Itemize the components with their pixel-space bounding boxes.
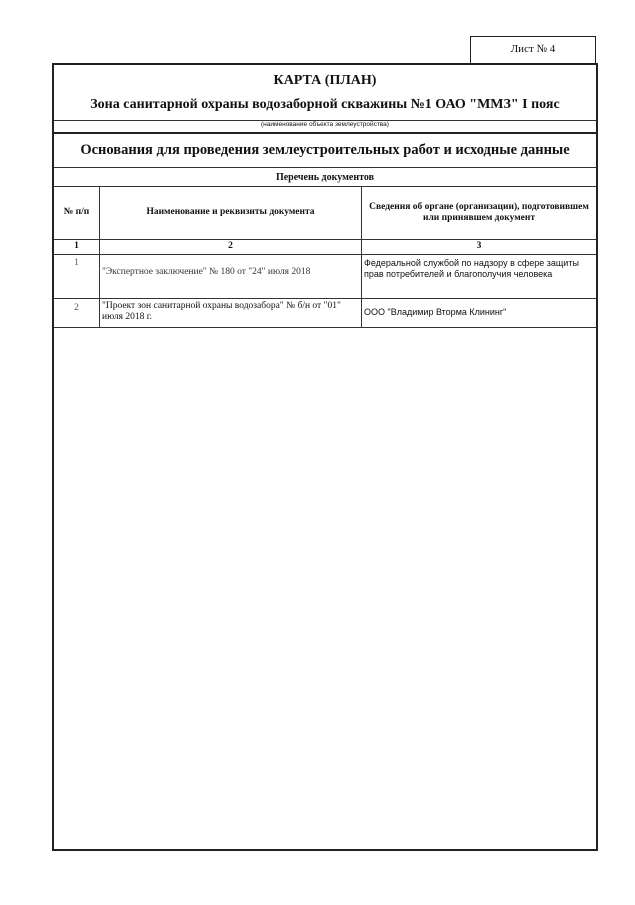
- column-header-authority: Сведения об органе (организации), подготовившем или принявшем документ: [369, 201, 589, 223]
- column-number: 1: [74, 241, 79, 251]
- document-authority: ООО "Владимир Вторма Клининг": [364, 307, 507, 317]
- divider: [54, 167, 596, 168]
- table-line: [54, 298, 596, 299]
- table-line: [54, 327, 596, 328]
- sheet-number: Лист № 4: [510, 43, 556, 55]
- document-name: "Проект зон санитарной охраны водозабора" № б/н от "01" июля 2018 г.: [102, 301, 341, 322]
- document-frame: [52, 63, 598, 851]
- row-number: 2: [74, 303, 79, 313]
- map-title: КАРТА (ПЛАН): [273, 73, 377, 88]
- column-number: 3: [476, 241, 482, 251]
- table-line: [54, 239, 596, 240]
- row-number: 1: [74, 258, 79, 268]
- column-header-number: № п/п: [63, 207, 90, 217]
- table-line: [54, 254, 596, 255]
- column-number: 2: [228, 241, 233, 251]
- object-caption: (наименование объекта землеустройства): [261, 121, 389, 128]
- documents-title: Перечень документов: [275, 172, 375, 183]
- divider: [54, 132, 596, 134]
- document-authority: Федеральной службой по надзору в сфере защиты прав потребителей и благополучия человека: [364, 258, 579, 279]
- column-header-document: Наименование и реквизиты документа: [146, 207, 315, 217]
- sheet-number-box: [470, 36, 596, 63]
- object-name: Зона санитарной охраны водозаборной скважины №1 ОАО "ММЗ" I пояс: [90, 97, 560, 112]
- document-name: "Экспертное заключение" № 180 от "24" июля 2018: [102, 267, 311, 277]
- section-title: Основания для проведения землеустроительных работ и исходные данные: [80, 142, 570, 158]
